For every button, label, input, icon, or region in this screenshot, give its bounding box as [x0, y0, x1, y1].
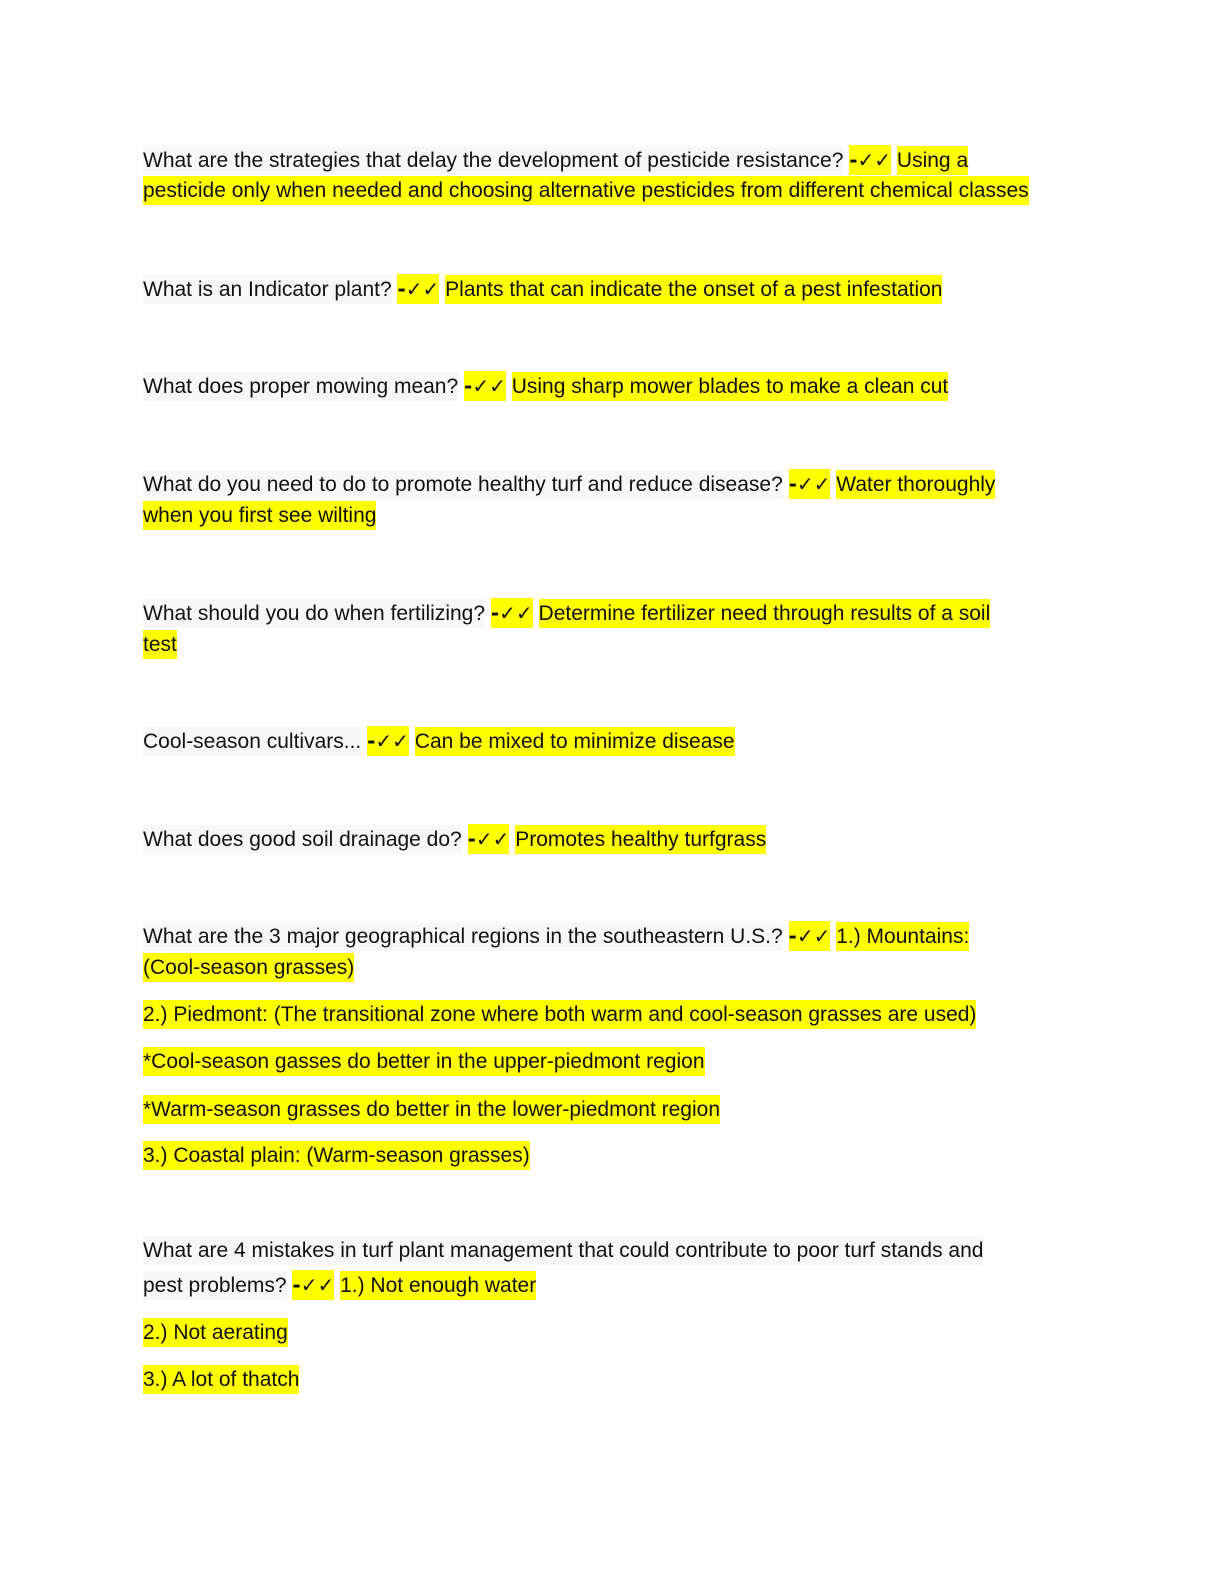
checkmark-icon: -✓✓ — [849, 145, 891, 175]
answer-text: 3.) Coastal plain: (Warm-season grasses) — [143, 1141, 530, 1170]
answer-text: 1.) Not enough water — [340, 1271, 536, 1300]
checkmark-icon: -✓✓ — [464, 371, 506, 401]
answer-text: Promotes healthy turfgrass — [515, 825, 766, 854]
qa-item-1-line-2 — [143, 175, 1029, 207]
answer-text: (Cool-season grasses) — [143, 953, 354, 982]
question-text: What is an Indicator plant? — [143, 275, 392, 304]
answer-text: 2.) Piedmont: (The transitional zone where both warm and cool-season grasses are used) — [143, 1000, 976, 1029]
question-text: What are 4 mistakes in turf plant management that could contribute to poor turf stands and — [143, 1236, 983, 1265]
answer-text: pesticide only when needed and choosing alternative pesticides from different chemical classes — [143, 176, 1029, 205]
checkmark-icon: -✓✓ — [367, 726, 409, 756]
qa-item-8-line-3 — [143, 999, 976, 1031]
answer-text: Plants that can indicate the onset of a pest infestation — [445, 275, 942, 304]
qa-item-5-line-1 — [143, 597, 990, 629]
question-text: What do you need to do to promote healthy turf and reduce disease? — [143, 470, 783, 499]
answer-text: Determine fertilizer need through results of a soil — [539, 599, 991, 628]
qa-item-4-line-2 — [143, 500, 376, 532]
qa-item-3-line-1 — [143, 370, 948, 402]
qa-item-9-line-2 — [143, 1269, 536, 1301]
answer-text: 2.) Not aerating — [143, 1318, 288, 1347]
checkmark-icon: -✓✓ — [491, 598, 533, 628]
answer-text: 1.) Mountains: — [836, 922, 969, 951]
question-text: What are the 3 major geographical regions in the southeastern U.S.? — [143, 922, 783, 951]
question-text: What does proper mowing mean? — [143, 372, 458, 401]
answer-text: when you first see wilting — [143, 501, 376, 530]
answer-text: 3.) A lot of thatch — [143, 1365, 299, 1394]
qa-item-6-line-1 — [143, 725, 735, 757]
qa-item-1-line-1 — [143, 144, 968, 176]
answer-text: Can be mixed to minimize disease — [415, 727, 735, 756]
qa-item-9-line-1 — [143, 1235, 983, 1267]
question-text: What are the strategies that delay the development of pesticide resistance? — [143, 146, 843, 175]
question-text: pest problems? — [143, 1271, 287, 1300]
answer-text: test — [143, 630, 177, 659]
qa-item-8-line-5 — [143, 1094, 720, 1126]
question-text: What does good soil drainage do? — [143, 825, 462, 854]
answer-text: *Cool-season gasses do better in the upper-piedmont region — [143, 1047, 705, 1076]
answer-text: Using sharp mower blades to make a clean cut — [512, 372, 949, 401]
checkmark-icon: -✓✓ — [292, 1270, 334, 1300]
qa-item-9-line-3 — [143, 1317, 288, 1349]
question-text: What should you do when fertilizing? — [143, 599, 485, 628]
qa-item-5-line-2 — [143, 629, 177, 661]
qa-item-8-line-1 — [143, 920, 969, 952]
qa-item-2-line-1 — [143, 273, 942, 305]
answer-text: Water thoroughly — [836, 470, 995, 499]
checkmark-icon: -✓✓ — [397, 274, 439, 304]
checkmark-icon: -✓✓ — [789, 921, 831, 951]
qa-item-9-line-4 — [143, 1364, 299, 1396]
checkmark-icon: -✓✓ — [789, 469, 831, 499]
question-text: Cool-season cultivars... — [143, 727, 361, 756]
qa-item-8-line-6 — [143, 1140, 530, 1172]
answer-text: Using a — [897, 146, 968, 175]
qa-item-8-line-4 — [143, 1046, 705, 1078]
qa-item-8-line-2 — [143, 952, 354, 984]
answer-text: *Warm-season grasses do better in the lower-piedmont region — [143, 1095, 720, 1124]
checkmark-icon: -✓✓ — [468, 824, 510, 854]
qa-item-4-line-1 — [143, 468, 995, 500]
qa-item-7-line-1 — [143, 823, 766, 855]
